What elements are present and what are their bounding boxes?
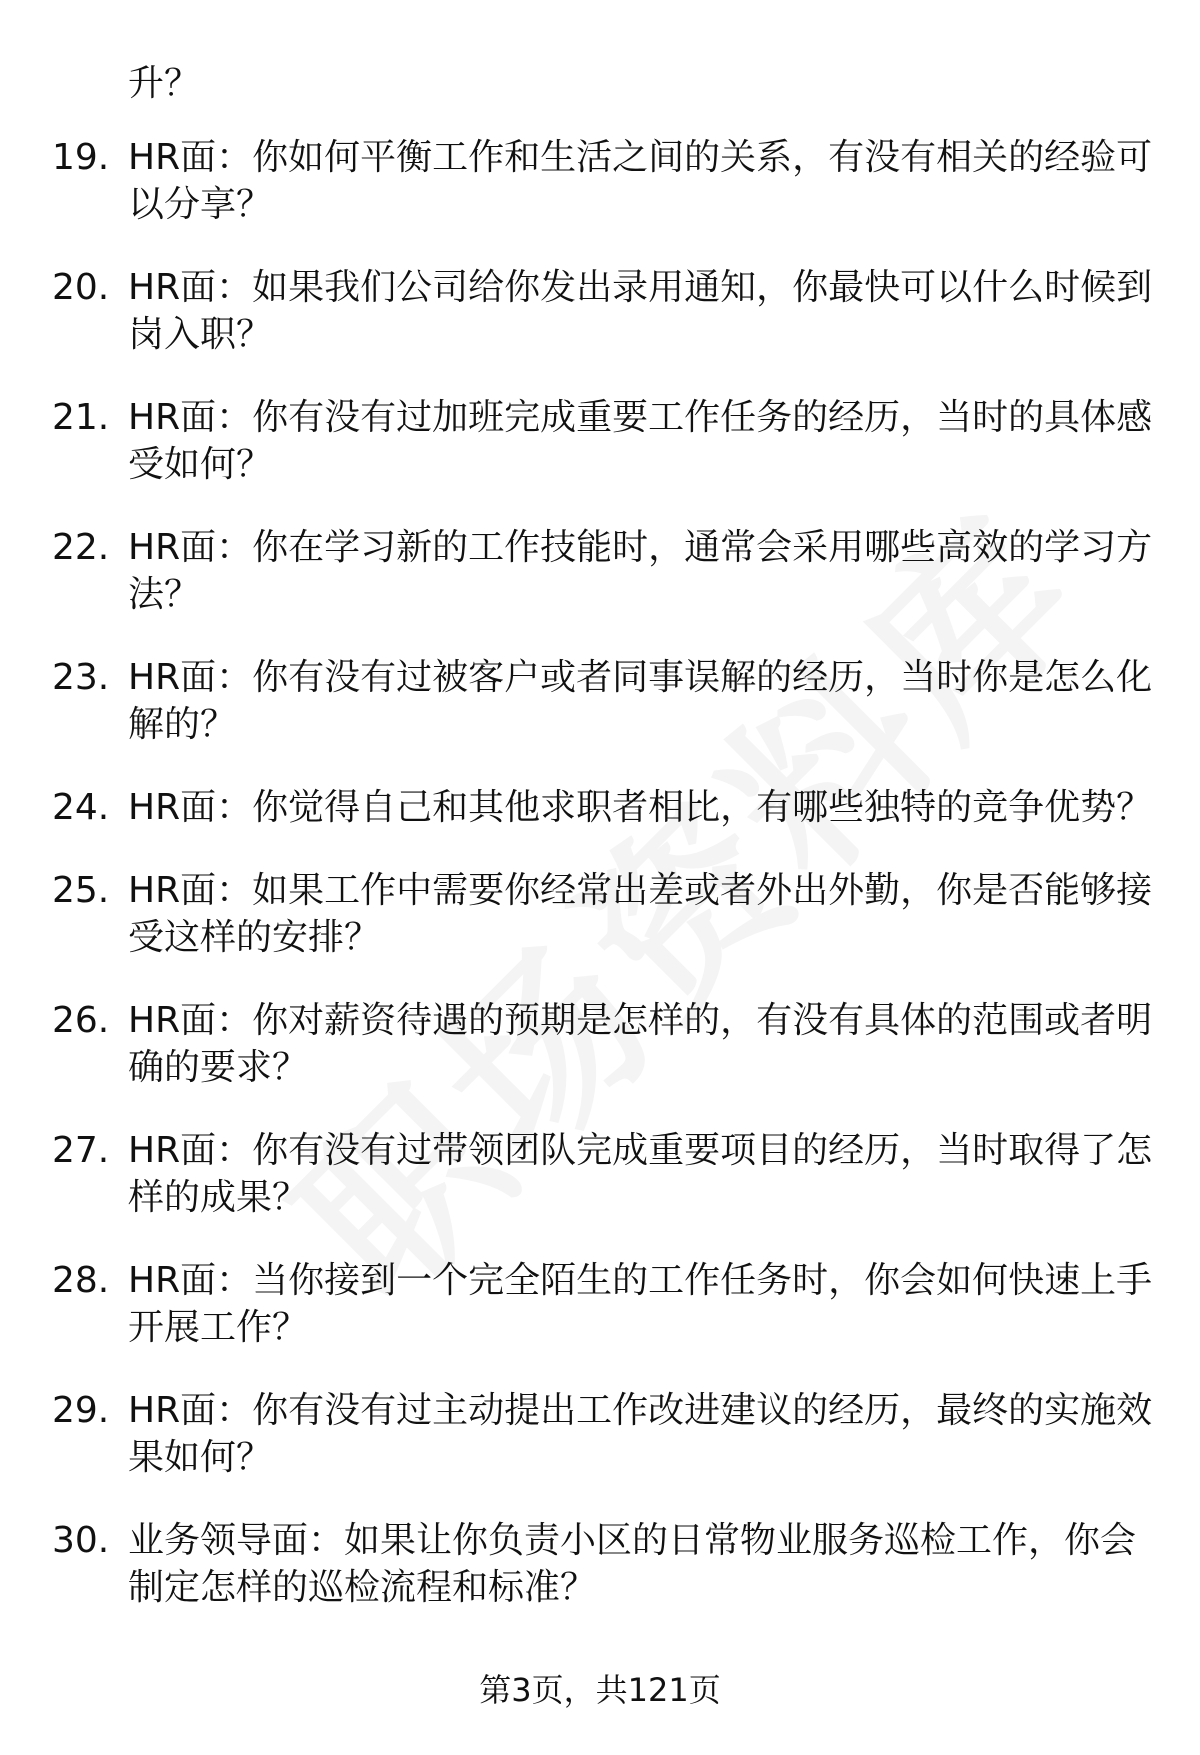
- question-text: HR面：你在学习新的工作技能时，通常会采用哪些高效的学习方法？: [128, 527, 1153, 615]
- question-text: HR面：如果我们公司给你发出录用通知，你最快可以什么时候到岗入职？: [128, 267, 1153, 355]
- question-number: 25.: [52, 870, 110, 911]
- question-text: HR面：你有没有过加班完成重要工作任务的经历，当时的具体感受如何？: [128, 397, 1153, 485]
- question-number: 27.: [52, 1130, 110, 1171]
- list-item: [0, 997, 1200, 1127]
- question-text: HR面：你有没有过被客户或者同事误解的经历，当时你是怎么化解的？: [128, 657, 1153, 745]
- list-item: [0, 524, 1200, 654]
- question-text: HR面：如果工作中需要你经常出差或者外出外勤，你是否能够接受这样的安排？: [128, 870, 1153, 958]
- list-item: [0, 134, 1200, 264]
- question-number: 28.: [52, 1260, 110, 1301]
- question-text: HR面：你有没有过主动提出工作改进建议的经历，最终的实施效果如何？: [128, 1390, 1153, 1478]
- list-item: [0, 1257, 1200, 1387]
- question-text: HR面：你如何平衡工作和生活之间的关系，有没有相关的经验可以分享？: [128, 137, 1153, 225]
- list-item: [0, 1387, 1200, 1517]
- list-item: [0, 867, 1200, 997]
- question-text: HR面：你对薪资待遇的预期是怎样的，有没有具体的范围或者明确的要求？: [128, 1000, 1153, 1088]
- list-item: [0, 1127, 1200, 1257]
- list-item: [0, 264, 1200, 394]
- question-text: HR面：你觉得自己和其他求职者相比，有哪些独特的竞争优势？: [128, 787, 1153, 828]
- question-number: 20.: [52, 267, 110, 308]
- continued-question-tail: 升？: [128, 63, 201, 104]
- list-item: [0, 784, 1200, 867]
- question-number: 30.: [52, 1520, 110, 1561]
- list-item: [0, 1517, 1200, 1647]
- list-item: [0, 654, 1200, 784]
- list-item: [0, 394, 1200, 524]
- question-number: 24.: [52, 787, 110, 828]
- question-list: [0, 134, 1200, 1647]
- question-number: 21.: [52, 397, 110, 438]
- question-text: 业务领导面：如果让你负责小区的日常物业服务巡检工作，你会制定怎样的巡检流程和标准？: [128, 1520, 1137, 1608]
- question-number: 19.: [52, 137, 110, 178]
- question-text: HR面：你有没有过带领团队完成重要项目的经历，当时取得了怎样的成果？: [128, 1130, 1153, 1218]
- question-number: 23.: [52, 657, 110, 698]
- page-number-footer: 第3页，共121页: [479, 1671, 721, 1709]
- question-number: 26.: [52, 1000, 110, 1041]
- question-number: 29.: [52, 1390, 110, 1431]
- question-text: HR面：当你接到一个完全陌生的工作任务时，你会如何快速上手开展工作？: [128, 1260, 1153, 1348]
- question-number: 22.: [52, 527, 110, 568]
